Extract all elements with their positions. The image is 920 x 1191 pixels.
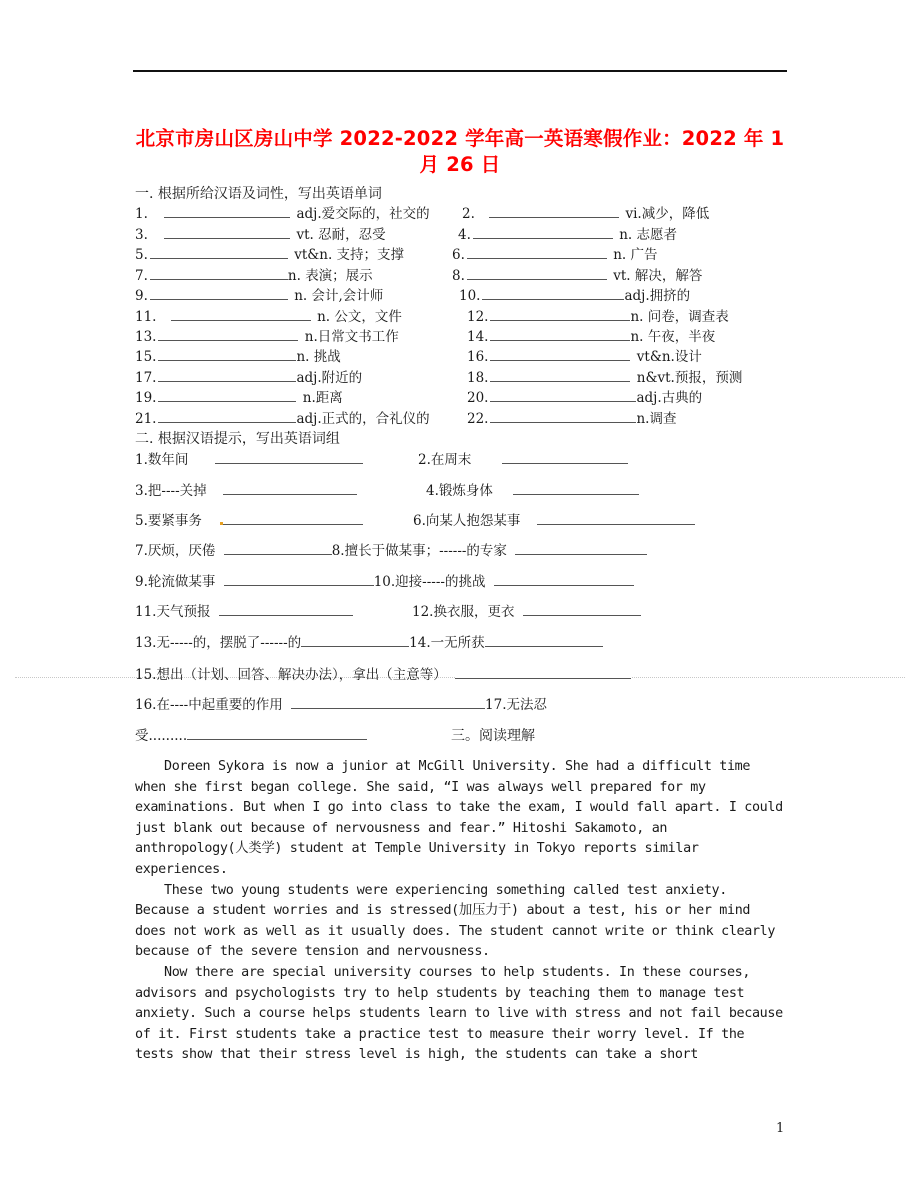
- passage-paragraph-1: Doreen Sykora is now a junior at McGill University. She had a difficult time when she first began college. She said, “I was always well prepared for my examinations. But when I go into class to take the exam, I would fall apart. I could just blank out because of nervousness and fear.” Hitoshi Sakamoto, an anthropology(人类学) student at Temple University in Tokyo reports similar experiences.: [135, 759, 783, 877]
- part-of-speech: n.: [296, 349, 310, 365]
- meaning: 问卷，调查表: [647, 309, 729, 325]
- phrase-item-1: [135, 450, 365, 470]
- phrase-label: 7.厌烦，厌倦: [135, 543, 216, 559]
- meaning: 公文，文件: [334, 309, 402, 325]
- answer-blank[interactable]: [291, 695, 485, 709]
- item-number: 1.: [135, 206, 148, 222]
- passage-paragraph-2: These two young students were experiencing something called test anxiety. Because a student worries and is stressed(加压力于) about a test, his or her mind does not work as well as it usually does. The student cannot write or think clearly because of the severe tension and nervousness.: [135, 882, 776, 960]
- page-number: 1: [776, 1121, 785, 1136]
- answer-blank[interactable]: [158, 368, 296, 382]
- item-number: 3.: [135, 227, 148, 243]
- phrase-item-15: [135, 665, 633, 685]
- vocab-item-18: [467, 368, 742, 388]
- meaning: 广告: [630, 247, 658, 263]
- answer-blank[interactable]: [467, 266, 607, 280]
- vocab-item-7: [135, 266, 373, 286]
- item-number: 22.: [467, 411, 489, 427]
- meaning: 志愿者: [636, 227, 677, 243]
- phrase-item-16: [135, 695, 547, 715]
- part-of-speech: adj.: [296, 206, 322, 222]
- part-of-speech: n.: [287, 268, 301, 284]
- phrase-item-17-cont: [135, 726, 369, 746]
- part-of-speech: n.: [317, 309, 331, 325]
- item-number: 17.: [135, 370, 157, 386]
- answer-blank[interactable]: [490, 327, 630, 341]
- part-of-speech: vi.: [625, 206, 642, 222]
- answer-blank[interactable]: [455, 665, 631, 679]
- phrase-label-14: 14.一无所获: [409, 635, 485, 651]
- answer-blank[interactable]: [513, 481, 639, 495]
- part-of-speech: n.: [294, 288, 308, 304]
- item-number: 4.: [458, 227, 471, 243]
- vocab-item-8: [452, 266, 702, 286]
- reading-passage: [135, 757, 785, 1066]
- part-of-speech: n&vt.: [636, 370, 675, 386]
- answer-blank[interactable]: [490, 409, 636, 423]
- meaning: 减少，降低: [641, 206, 710, 222]
- section2-heading: 二. 根据汉语提示，写出英语词组: [135, 431, 340, 447]
- item-number: 6.: [452, 247, 465, 263]
- phrase-item-11: [135, 602, 355, 622]
- answer-blank[interactable]: [224, 541, 332, 555]
- answer-blank[interactable]: [502, 450, 628, 464]
- meaning: 调查: [649, 411, 677, 427]
- passage-paragraph-3: Now there are special university courses to help students. In these courses, advisors and psychologists try to help students by teaching them to manage test anxiety. Such a course helps students learn to live with stress and not fail because of it. First students take a practice test to measure their worry level. If the tests show that their stress level is high, the students can take a short: [135, 964, 783, 1063]
- phrase-label: 1.数年间: [135, 452, 189, 468]
- vocab-item-20: [467, 388, 702, 408]
- meaning: 附近的: [321, 370, 363, 386]
- phrase-item-6: [413, 511, 697, 531]
- phrase-label: 11.天气预报: [135, 604, 211, 620]
- vocab-item-1: [135, 204, 430, 224]
- phrase-label-10: 10.迎接-----的挑战: [373, 574, 486, 590]
- vocab-item-12: [467, 307, 729, 327]
- answer-blank[interactable]: [158, 388, 296, 402]
- phrase-label-8: 8.擅长于做某事；------的专家: [331, 543, 507, 559]
- answer-blank[interactable]: [158, 409, 296, 423]
- header-rule: [133, 70, 787, 72]
- phrase-item-9: [135, 572, 636, 592]
- vocab-item-2: [462, 204, 709, 224]
- answer-blank[interactable]: [164, 204, 290, 218]
- item-number: 20.: [467, 390, 489, 406]
- answer-blank[interactable]: [224, 572, 374, 586]
- meaning: 会计,会计师: [311, 288, 384, 304]
- answer-blank[interactable]: [482, 286, 624, 300]
- vocab-item-19: [135, 388, 343, 408]
- answer-blank[interactable]: [150, 245, 288, 259]
- answer-blank[interactable]: [494, 572, 634, 586]
- answer-blank[interactable]: [164, 225, 290, 239]
- part-of-speech: vt.: [613, 268, 631, 284]
- item-number: 2.: [462, 206, 475, 222]
- phrase-label: 4.锻炼身体: [426, 483, 493, 499]
- item-number: 21.: [135, 411, 157, 427]
- phrase-label: 6.向某人抱怨某事: [413, 513, 521, 529]
- answer-blank[interactable]: [223, 481, 357, 495]
- vocab-item-4: [458, 225, 677, 245]
- item-number: 10.: [459, 288, 481, 304]
- answer-blank[interactable]: [467, 245, 607, 259]
- answer-blank[interactable]: [490, 347, 630, 361]
- phrase-label: 12.换衣服，更衣: [412, 604, 515, 620]
- part-of-speech: adj.: [296, 411, 322, 427]
- meaning: 设计: [674, 349, 702, 365]
- part-of-speech: n.: [636, 411, 650, 427]
- section3-heading: 三。阅读理解: [451, 728, 535, 744]
- item-number: 14.: [467, 329, 489, 345]
- meaning: 正式的，合礼仪的: [321, 411, 430, 427]
- phrase-label: 13.无-----的，摆脱了------的: [135, 635, 302, 651]
- vocab-item-5: [135, 245, 404, 265]
- page-title: [135, 126, 785, 178]
- vocab-item-14: [467, 327, 715, 347]
- part-of-speech: n.: [630, 309, 644, 325]
- phrase-item-3: [135, 481, 359, 501]
- meaning: 拥挤的: [649, 288, 691, 304]
- item-number: 7.: [135, 268, 148, 284]
- answer-blank[interactable]: [150, 286, 288, 300]
- vocab-item-9: [135, 286, 383, 306]
- part-of-speech: n.: [304, 329, 318, 345]
- meaning: 表演；展示: [305, 268, 373, 284]
- answer-blank[interactable]: [150, 266, 288, 280]
- phrase-label: 9.轮流做某事: [135, 574, 216, 590]
- phrase-label: 15.想出（计划、回答、解决办法），拿出（主意等）: [135, 667, 447, 683]
- meaning: 预报，预测: [674, 370, 743, 386]
- part-of-speech: vt&n.: [636, 349, 675, 365]
- phrase-item-7: [135, 541, 649, 561]
- part-of-speech: n.: [302, 390, 316, 406]
- item-number: 5.: [135, 247, 148, 263]
- item-number: 18.: [467, 370, 489, 386]
- answer-blank[interactable]: [219, 602, 353, 616]
- item-number: 13.: [135, 329, 157, 345]
- answer-blank[interactable]: [537, 511, 695, 525]
- phrase-label: 受.........: [135, 728, 188, 744]
- answer-blank[interactable]: [490, 388, 636, 402]
- vocab-item-13: [135, 327, 399, 347]
- answer-blank[interactable]: [158, 347, 296, 361]
- meaning: 爱交际的，社交的: [321, 206, 430, 222]
- phrase-label: 5.要紧事务: [135, 513, 202, 529]
- answer-blank[interactable]: [523, 602, 641, 616]
- answer-blank[interactable]: [485, 633, 603, 647]
- part-of-speech: adj.: [296, 370, 322, 386]
- meaning: 午夜，半夜: [647, 329, 716, 345]
- vocab-item-3: [135, 225, 386, 245]
- vocab-item-10: [459, 286, 690, 306]
- meaning: 古典的: [661, 390, 703, 406]
- item-number: 15.: [135, 349, 157, 365]
- answer-blank[interactable]: [490, 368, 630, 382]
- answer-blank[interactable]: [490, 307, 630, 321]
- meaning: 距离: [315, 390, 343, 406]
- meaning: 支持；支撑: [336, 247, 405, 263]
- part-of-speech: adj.: [624, 288, 650, 304]
- vocab-item-6: [452, 245, 657, 265]
- phrase-label: 16.在----中起重要的作用: [135, 697, 283, 713]
- vocab-item-15: [135, 347, 341, 367]
- vocab-item-16: [467, 347, 702, 367]
- answer-blank[interactable]: [473, 225, 613, 239]
- phrase-item-4: [426, 481, 641, 501]
- title-line-1: 北京市房山区房山中学 2022-2022 学年高一英语寒假作业：2022 年 1: [135, 127, 785, 150]
- phrase-item-2: [418, 450, 630, 470]
- item-number: 8.: [452, 268, 465, 284]
- item-number: 19.: [135, 390, 157, 406]
- answer-blank[interactable]: [171, 307, 311, 321]
- answer-blank[interactable]: [223, 511, 363, 525]
- section1-heading: 一. 根据所给汉语及词性，写出英语单词: [135, 186, 382, 202]
- vocab-item-22: [467, 409, 676, 429]
- vocab-item-21: [135, 409, 430, 429]
- meaning: 挑战: [313, 349, 341, 365]
- item-number: 12.: [467, 309, 489, 325]
- meaning: 解决，解答: [634, 268, 703, 284]
- item-number: 11.: [135, 309, 157, 325]
- answer-blank[interactable]: [515, 541, 647, 555]
- answer-blank[interactable]: [215, 450, 363, 464]
- phrase-item-5: [135, 511, 365, 531]
- item-number: 9.: [135, 288, 148, 304]
- part-of-speech: vt&n.: [294, 247, 333, 263]
- part-of-speech: n.: [630, 329, 644, 345]
- vocab-item-17: [135, 368, 362, 388]
- meaning: 忍耐，忍受: [318, 227, 386, 243]
- item-number: 16.: [467, 349, 489, 365]
- answer-blank[interactable]: [187, 726, 367, 740]
- part-of-speech: n.: [613, 247, 627, 263]
- meaning: 日常文书工作: [317, 329, 399, 345]
- part-of-speech: adj.: [636, 390, 662, 406]
- answer-blank[interactable]: [158, 327, 298, 341]
- phrase-label: 3.把----关掉: [135, 483, 207, 499]
- vocab-item-11: [135, 307, 402, 327]
- answer-blank[interactable]: [301, 633, 409, 647]
- title-line-2: 月 26 日: [419, 153, 501, 176]
- part-of-speech: vt.: [296, 227, 314, 243]
- phrase-item-13: [135, 633, 605, 653]
- part-of-speech: n.: [619, 227, 633, 243]
- phrase-item-12: [412, 602, 643, 622]
- phrase-label: 2.在周末: [418, 452, 472, 468]
- phrase-label-17: 17.无法忍: [485, 697, 547, 713]
- answer-blank[interactable]: [489, 204, 619, 218]
